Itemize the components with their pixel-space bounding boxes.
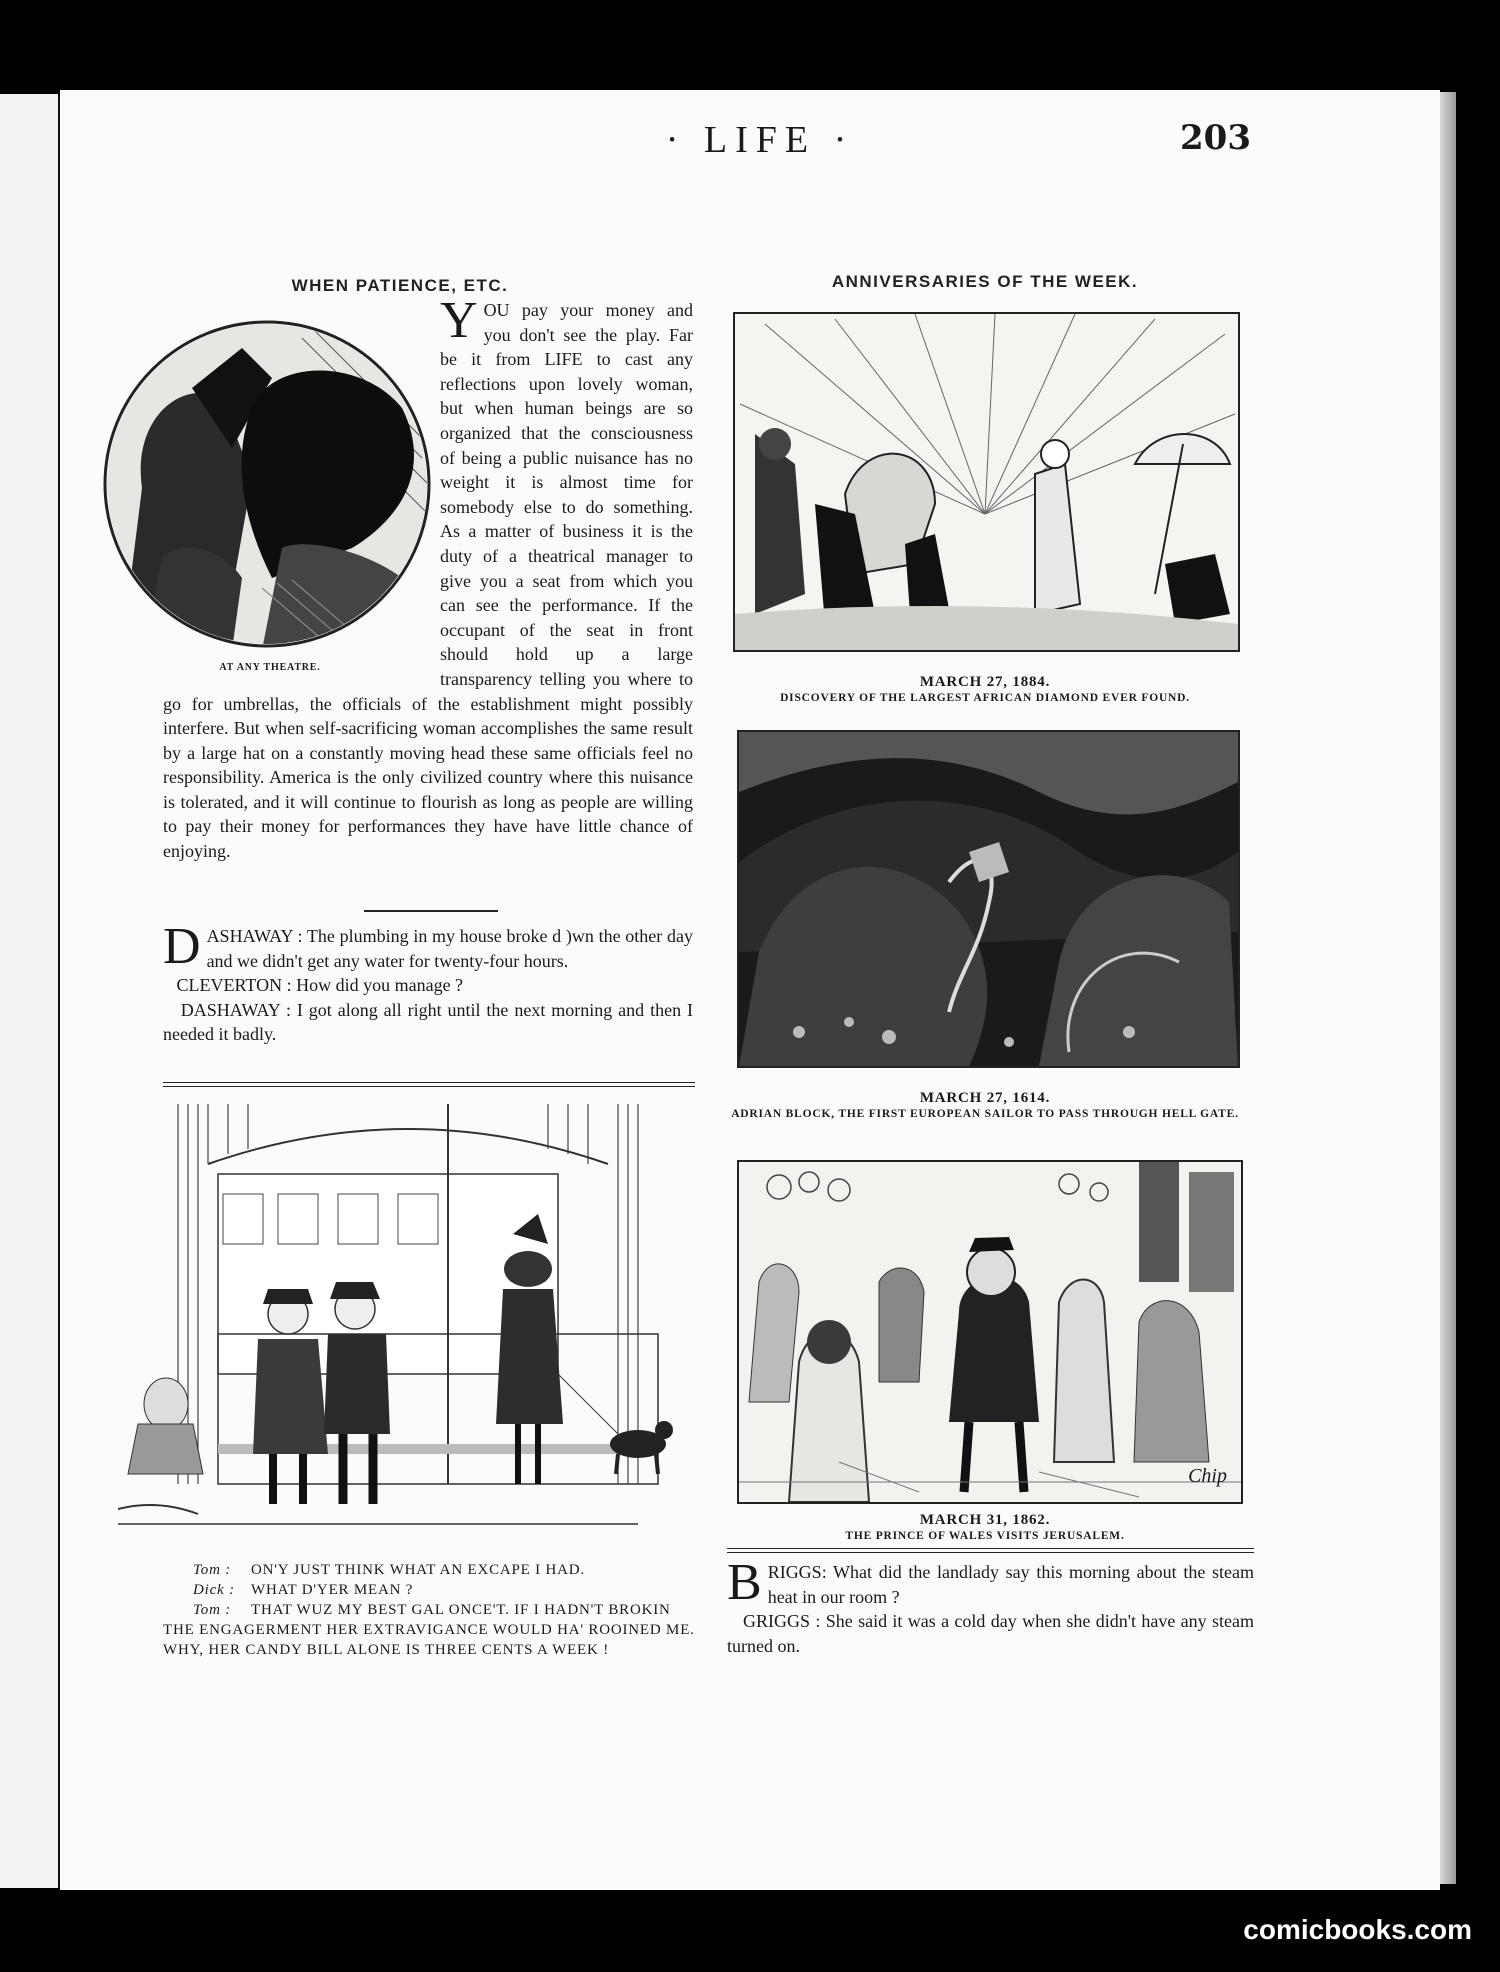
- cartoon-dialog: [163, 1560, 703, 1660]
- patience-article: [163, 292, 693, 864]
- anniversary-date: MARCH 27, 1614.: [919, 1090, 1051, 1106]
- page-number: 203: [1180, 118, 1251, 158]
- speaker-tom: Tom :: [193, 1562, 232, 1578]
- dashaway-speaker: ASHAWAY :: [206, 926, 303, 946]
- briggs-line: What did the landlady say this morning about the steam heat in our room ?: [767, 1562, 1254, 1607]
- section-title-patience: WHEN PATIENCE, ETC.: [291, 276, 509, 295]
- griggs-speaker: GRIGGS :: [743, 1611, 821, 1632]
- dialog-continuation: THE ENGAGERMENT HER EXTRAVIGANCE WOULD HA' ROOINED ME.: [163, 1622, 695, 1638]
- patience-body: OU pay your money and you don't see the play. Far be it from LIFE to cast any reflections upon lovely woman, but when human beings are so organized that the consciousness of being a public nuisance has no weight it is almost time for somebody else to do something. As a matter of business it is the duty of a theatrical manager to give you a seat from which you can see the performance. If the occupant of the seat in front should hold up a large transparency telling you where to go for umbrellas, the officials of the establishment might possibly interfere. But when self-sacrificing woman accomplishes the same result by a large hat on a constantly moving head these same officials feel no responsibility. America is the only civilized country where this nuisance is tolerated, and it will continue to flourish as long as people are willing to pay their money for performances they have have little chance of enjoying.: [163, 300, 693, 862]
- dialog-line: ON'Y JUST THINK WHAT AN EXCAPE I HAD.: [251, 1562, 585, 1578]
- divider-short: [364, 910, 498, 912]
- theatre-caption: AT ANY THEATRE.: [219, 662, 321, 673]
- cleverton-line: How did you manage ?: [296, 975, 464, 996]
- anniversary-caption-3: [720, 1512, 1250, 1544]
- anniversary-text: DISCOVERY OF THE LARGEST AFRICAN DIAMOND EVER FOUND.: [780, 692, 1190, 704]
- anniversary-date: MARCH 31, 1862.: [919, 1512, 1051, 1528]
- dialog-continuation: WHY, HER CANDY BILL ALONE IS THREE CENTS A WEEK !: [163, 1642, 609, 1658]
- dashaway-line-2: I got along all right until the next morning and then I needed it badly.: [163, 999, 693, 1045]
- prince-of-wales-illustration: [737, 1160, 1243, 1504]
- speaker-tom: Tom :: [193, 1602, 232, 1618]
- cleverton-speaker: CLEVERTON :: [176, 975, 292, 996]
- street-cartoon: [118, 1104, 695, 1552]
- dashaway-line: The plumbing in my house broke d )wn the other day and we didn't get any water for twenty-four hours.: [206, 926, 693, 971]
- briggs-dropcap: B: [727, 1554, 762, 1611]
- anniversary-caption-2: [720, 1090, 1250, 1122]
- page-edge-shadow: [1440, 92, 1456, 1884]
- section-title-anniversaries: ANNIVERSARIES OF THE WEEK.: [831, 272, 1139, 291]
- dashaway-speaker-2: DASHAWAY :: [180, 999, 291, 1020]
- hell-gate-illustration: [737, 730, 1240, 1068]
- griggs-line: She said it was a cold day when she didn't have any steam turned on.: [727, 1611, 1254, 1656]
- previous-page-edge: [0, 94, 62, 1888]
- dashaway-joke: [163, 918, 693, 1047]
- dashaway-dropcap: D: [163, 918, 201, 975]
- diamond-illustration: [733, 312, 1240, 652]
- divider-double-left: [163, 1082, 695, 1087]
- briggs-joke: [727, 1554, 1254, 1658]
- masthead: · LIFE ·: [665, 119, 855, 161]
- anniversary-text: THE PRINCE OF WALES VISITS JERUSALEM.: [845, 1530, 1125, 1542]
- anniversary-date: MARCH 27, 1884.: [919, 674, 1051, 690]
- speaker-dick: Dick :: [193, 1582, 235, 1598]
- briggs-speaker: RIGGS:: [767, 1562, 827, 1582]
- divider-double-right: [727, 1548, 1254, 1553]
- artist-signature: Chip: [1188, 1465, 1227, 1487]
- dialog-line: THAT WUZ MY BEST GAL ONCE'T. IF I HADN'T BROKIN: [251, 1602, 671, 1618]
- watermark: comicbooks.com: [1243, 1914, 1472, 1945]
- anniversary-text: ADRIAN BLOCK, THE FIRST EUROPEAN SAILOR TO PASS THROUGH HELL GATE.: [731, 1108, 1239, 1120]
- anniversary-caption-1: [720, 674, 1250, 706]
- patience-dropcap-flow: Y: [440, 292, 478, 349]
- dialog-line: WHAT D'YER MEAN ?: [251, 1582, 414, 1598]
